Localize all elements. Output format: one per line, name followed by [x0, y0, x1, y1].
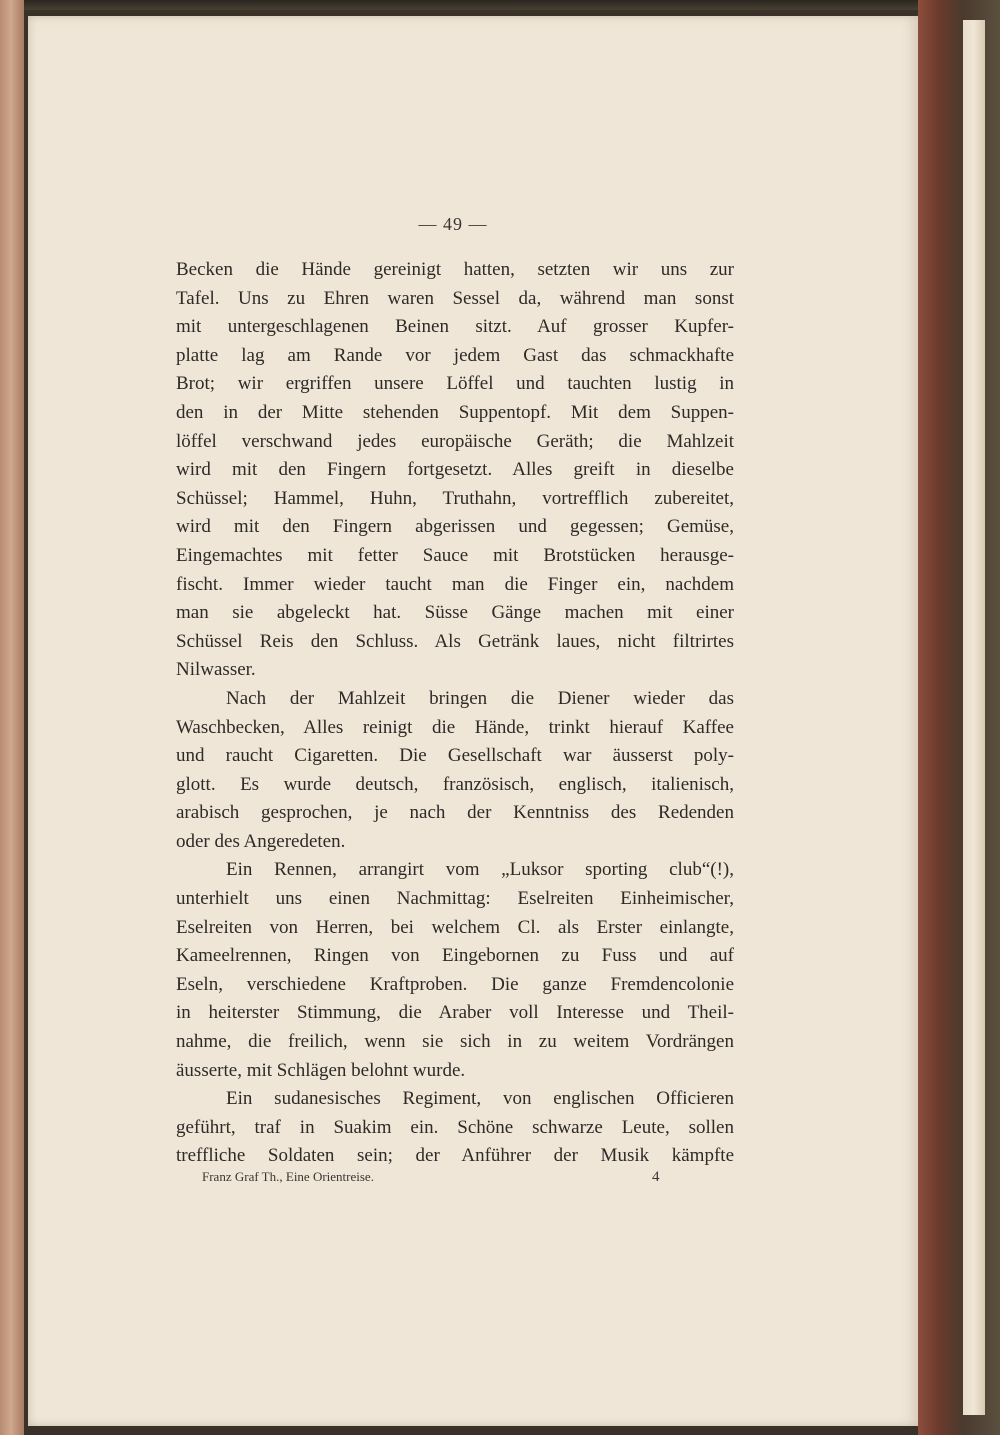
text-line: äusserte, mit Schlägen belohnt wurde.	[176, 1059, 466, 1081]
text-line: nahme, die freilich, wenn sie sich in zu weitem Vordrängen	[176, 1031, 734, 1053]
text-line: Eseln, verschiedene Kraftproben. Die ganze Fremdencolonie	[176, 973, 734, 995]
text-line: Schüssel; Hammel, Huhn, Truthahn, vortrefflich zubereitet,	[176, 487, 734, 509]
text-line: Nilwasser.	[176, 659, 256, 681]
book-page-edges	[963, 20, 985, 1415]
text-line: man sie abgeleckt hat. Süsse Gänge machen mit einer	[176, 602, 734, 624]
text-line: in heiterster Stimmung, die Araber voll Interesse und Theil-	[176, 1002, 734, 1024]
text-line: Eselreiten von Herren, bei welchem Cl. als Erster einlangte,	[176, 916, 734, 938]
text-line: und raucht Cigaretten. Die Gesellschaft war äusserst poly-	[176, 745, 734, 767]
text-line: Brot; wir ergriffen unsere Löffel und tauchten lustig in	[176, 373, 734, 395]
text-line: Nach der Mahlzeit bringen die Diener wieder das	[226, 687, 734, 709]
text-line: den in der Mitte stehenden Suppentopf. Mit dem Suppen-	[176, 401, 734, 423]
text-line: oder des Angeredeten.	[176, 830, 346, 852]
book-cover-left	[0, 0, 24, 1435]
text-line: unterhielt uns einen Nachmittag: Eselreiten Einheimischer,	[176, 888, 734, 910]
text-line: Ein sudanesisches Regiment, von englischen Officieren	[226, 1088, 734, 1110]
book-page	[28, 16, 918, 1426]
text-line: Tafel. Uns zu Ehren waren Sessel da, während man sonst	[176, 287, 734, 309]
text-line: mit untergeschlagenen Beinen sitzt. Auf grosser Kupfer-	[176, 316, 734, 338]
page-number: — 49 —	[418, 214, 488, 234]
text-line: Becken die Hände gereinigt hatten, setzten wir uns zur	[176, 259, 734, 280]
text-line: fischt. Immer wieder taucht man die Finger ein, nachdem	[176, 573, 734, 595]
text-line: geführt, traf in Suakim ein. Schöne schwarze Leute, sollen	[176, 1116, 734, 1138]
text-line: Kameelrennen, Ringen von Eingebornen zu Fuss und auf	[176, 945, 734, 967]
text-line: wird mit den Fingern fortgesetzt. Alles greift in dieselbe	[176, 459, 734, 481]
printer-signature: Franz Graf Th., Eine Orientreise.	[202, 1169, 374, 1184]
body-text	[176, 256, 734, 1171]
text-line: platte lag am Rande vor jedem Gast das schmackhafte	[176, 344, 734, 366]
text-line: treffliche Soldaten sein; der Anführer der Musik kämpfte	[176, 1145, 734, 1167]
text-line: löffel verschwand jedes europäische Geräth; die Mahlzeit	[176, 430, 734, 452]
text-line: glott. Es wurde deutsch, französisch, englisch, italienisch,	[176, 773, 734, 795]
text-line: arabisch gesprochen, je nach der Kenntniss des Redenden	[176, 802, 734, 824]
text-line: Waschbecken, Alles reinigt die Hände, trinkt hierauf Kaffee	[176, 716, 734, 738]
sheet-number: 4	[652, 1169, 660, 1185]
book-cover-right	[918, 0, 1000, 1435]
text-line: Schüssel Reis den Schluss. Als Getränk laues, nicht filtrirtes	[176, 630, 734, 652]
text-line: Ein Rennen, arrangirt vom „Luksor sporting club“(!),	[226, 859, 734, 881]
book-top-edge	[0, 0, 1000, 10]
text-line: Eingemachtes mit fetter Sauce mit Brotstücken herausge-	[176, 544, 734, 566]
text-line: wird mit den Fingern abgerissen und gegessen; Gemüse,	[176, 516, 734, 538]
